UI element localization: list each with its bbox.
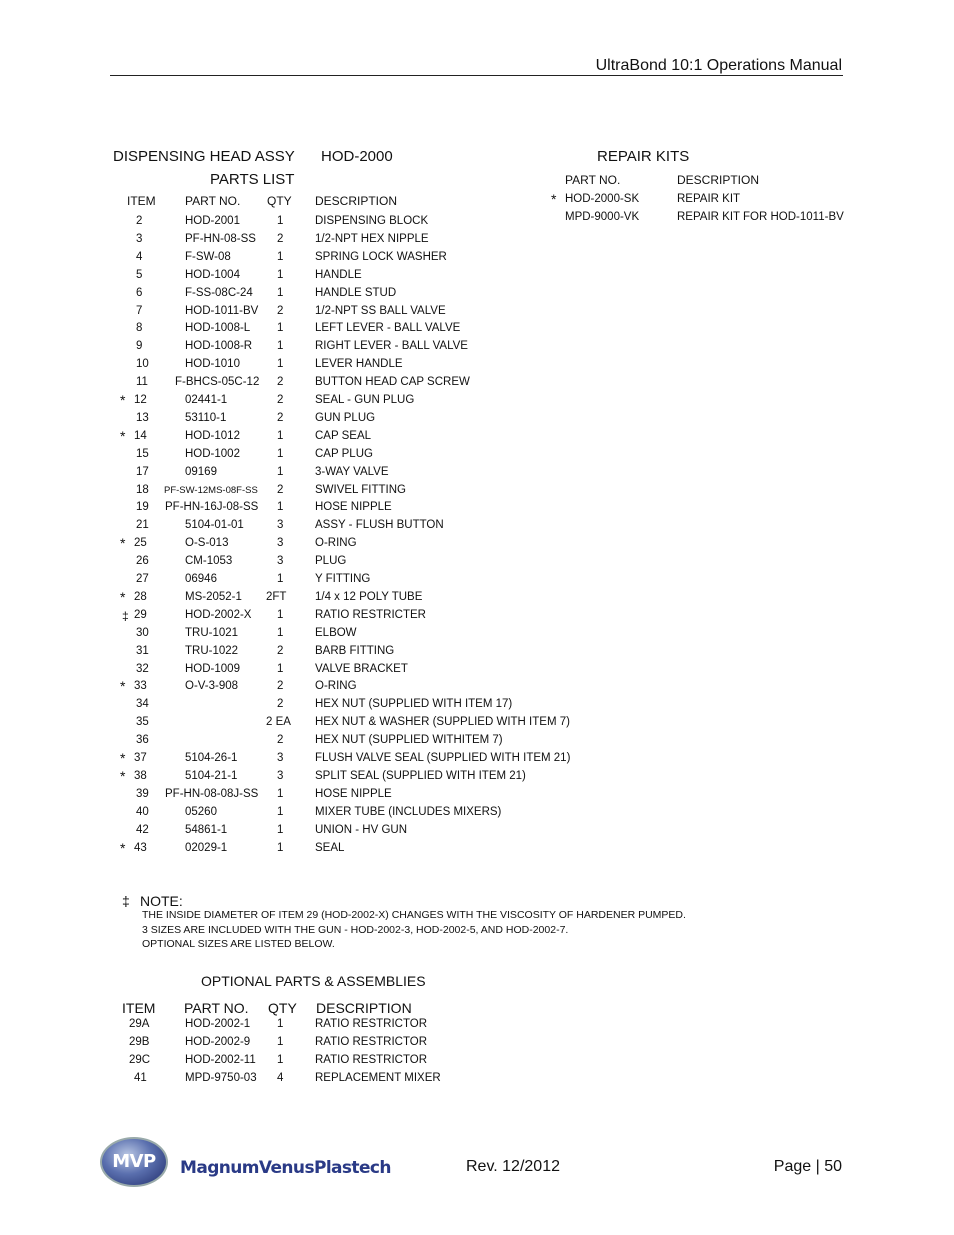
quantity: 2 <box>277 376 284 389</box>
optional-col-description: DESCRIPTION <box>316 1000 412 1016</box>
description: HEX NUT (SUPPLIED WITHITEM 7) <box>315 734 503 747</box>
optional-part-number: HOD-2002-9 <box>185 1036 251 1048</box>
part-number: MS-2052-1 <box>185 590 242 603</box>
quantity: 2 <box>277 304 284 317</box>
description: HANDLE STUD <box>315 286 397 299</box>
quantity: 1 <box>277 447 284 460</box>
part-number: CM-1053 <box>185 555 233 568</box>
description: HANDLE <box>315 268 362 281</box>
part-number: HOD-1011-BV <box>185 304 259 317</box>
quantity: 2 <box>277 680 284 693</box>
item-number: 15 <box>136 447 149 460</box>
part-number: HOD-1008-L <box>185 322 251 335</box>
note-title: NOTE: <box>140 893 183 909</box>
quantity: 1 <box>277 268 284 281</box>
description: SPLIT SEAL (SUPPLIED WITH ITEM 21) <box>315 769 526 782</box>
part-number: F-SS-08C-24 <box>185 286 253 299</box>
part-number: 09169 <box>185 465 217 478</box>
item-number: 40 <box>136 805 149 818</box>
description: HEX NUT & WASHER (SUPPLIED WITH ITEM 7) <box>315 716 570 729</box>
parts-list-subtitle: PARTS LIST <box>210 171 295 188</box>
item-number: 25 <box>134 537 147 550</box>
optional-col-part-no: PART NO. <box>184 1000 249 1016</box>
quantity: 2 <box>277 734 284 747</box>
optional-quantity: 1 <box>277 1036 284 1048</box>
quantity: 1 <box>277 340 284 353</box>
note-body <box>142 908 686 952</box>
description: O-RING <box>315 537 357 550</box>
part-number: PF-HN-16J-08-SS <box>165 501 259 514</box>
part-number: HOD-1002 <box>185 447 240 460</box>
optional-item-number: 29A <box>129 1018 150 1030</box>
optional-part-number: HOD-2002-11 <box>185 1054 256 1066</box>
part-number: HOD-2001 <box>185 215 240 227</box>
quantity: 2 <box>277 232 284 245</box>
logo-mark: MVP <box>112 1151 156 1172</box>
description: CAP PLUG <box>315 447 373 460</box>
col-header-item: ITEM <box>127 194 156 208</box>
description: HEX NUT (SUPPLIED WITH ITEM 17) <box>315 698 513 711</box>
part-number: HOD-1008-R <box>185 340 253 353</box>
part-number: 5104-21-1 <box>185 769 238 782</box>
item-number: 6 <box>136 286 143 299</box>
part-number: O-V-3-908 <box>185 680 239 693</box>
description: SWIVEL FITTING <box>315 483 406 496</box>
description: 1/2-NPT HEX NIPPLE <box>315 232 429 245</box>
note-line: THE INSIDE DIAMETER OF ITEM 29 (HOD-2002-X) CHANGES WITH THE VISCOSITY OF HARDENER PUMPED. <box>142 909 686 921</box>
item-number: 34 <box>136 698 149 711</box>
item-number: 7 <box>136 304 143 317</box>
repair-kits-title: REPAIR KITS <box>597 148 690 165</box>
repair-col-description: DESCRIPTION <box>677 173 760 187</box>
item-number: 9 <box>136 340 143 353</box>
description: ELBOW <box>315 626 357 639</box>
item-number: 42 <box>136 823 149 836</box>
description: DISPENSING BLOCK <box>315 215 429 227</box>
item-marker: * <box>120 767 126 784</box>
item-number: 19 <box>136 501 149 514</box>
optional-description: RATIO RESTRICTOR <box>315 1054 428 1066</box>
part-number: PF-HN-08-08J-SS <box>165 787 259 800</box>
quantity: 1 <box>277 662 284 675</box>
part-number: 54861-1 <box>185 823 228 836</box>
item-number: 33 <box>134 680 147 693</box>
item-number: 39 <box>136 787 149 800</box>
item-marker: * <box>120 750 126 766</box>
quantity: 1 <box>277 322 284 335</box>
repair-part-number: MPD-9000-VK <box>565 211 640 223</box>
quantity: 3 <box>277 752 284 764</box>
repair-part-number: HOD-2000-SK <box>565 193 640 205</box>
part-number: HOD-1004 <box>185 268 240 281</box>
item-marker: * <box>120 535 126 552</box>
description: CAP SEAL <box>315 429 372 442</box>
part-number: 06946 <box>185 573 217 585</box>
item-number: 10 <box>136 358 149 371</box>
description: 1/4 x 12 POLY TUBE <box>315 590 423 603</box>
quantity: 1 <box>277 358 284 371</box>
repair-description: REPAIR KIT FOR HOD-1011-BV <box>677 211 844 223</box>
col-header-description: DESCRIPTION <box>315 194 398 208</box>
description: O-RING <box>315 680 357 693</box>
item-number: 27 <box>136 573 149 585</box>
item-number: 3 <box>136 232 143 245</box>
item-marker: * <box>120 678 126 695</box>
item-number: 31 <box>136 644 149 657</box>
item-number: 8 <box>136 322 143 335</box>
item-number: 18 <box>136 483 149 496</box>
description: SEAL - GUN PLUG <box>315 394 415 406</box>
optional-description: RATIO RESTRICTOR <box>315 1036 428 1048</box>
part-number: TRU-1021 <box>185 626 239 639</box>
quantity: 1 <box>277 823 284 836</box>
part-number: HOD-1009 <box>185 662 240 675</box>
part-number: HOD-1010 <box>185 358 240 371</box>
quantity: 1 <box>277 626 284 639</box>
item-marker: * <box>551 191 557 207</box>
item-number: 2 <box>136 215 143 227</box>
optional-parts-title: OPTIONAL PARTS & ASSEMBLIES <box>201 973 426 989</box>
part-number: TRU-1022 <box>185 644 239 657</box>
description: HOSE NIPPLE <box>315 501 392 514</box>
revision-date: Rev. 12/2012 <box>466 1158 560 1175</box>
optional-quantity: 1 <box>277 1018 284 1030</box>
item-number: 5 <box>136 268 143 281</box>
description: ASSY - FLUSH BUTTON <box>315 519 444 532</box>
quantity: 2 <box>277 644 284 657</box>
part-number: 05260 <box>185 805 217 818</box>
quantity: 1 <box>277 841 284 854</box>
repair-col-part-no: PART NO. <box>565 173 621 187</box>
part-number: O-S-013 <box>185 537 229 550</box>
optional-quantity: 1 <box>277 1054 284 1066</box>
description: PLUG <box>315 555 347 568</box>
item-number: 14 <box>134 429 147 442</box>
quantity: 3 <box>277 537 284 550</box>
item-marker: ‡ <box>122 608 129 623</box>
quantity: 2 <box>277 483 284 496</box>
quantity: 1 <box>277 215 284 227</box>
page-number: Page | 50 <box>773 1158 842 1175</box>
header-rule <box>110 75 843 76</box>
description: UNION - HV GUN <box>315 823 407 836</box>
item-number: 17 <box>136 465 149 478</box>
quantity: 1 <box>277 573 284 585</box>
item-marker: * <box>120 839 126 856</box>
quantity: 1 <box>277 429 284 442</box>
description: RIGHT LEVER - BALL VALVE <box>315 340 468 353</box>
description: BARB FITTING <box>315 644 395 657</box>
item-number: 26 <box>136 555 149 568</box>
quantity: 1 <box>277 787 284 800</box>
item-marker: * <box>120 588 126 605</box>
item-number: 4 <box>136 250 143 263</box>
quantity: 1 <box>277 250 284 263</box>
part-number: 02441-1 <box>185 394 228 406</box>
item-number: 35 <box>136 716 149 729</box>
optional-part-number: HOD-2002-1 <box>185 1018 251 1030</box>
repair-description: REPAIR KIT <box>677 193 741 205</box>
note-line: OPTIONAL SIZES ARE LISTED BELOW. <box>142 938 335 950</box>
optional-item-number: 29C <box>129 1054 151 1066</box>
part-number: PF-HN-08-SS <box>185 232 256 245</box>
note-symbol: ‡ <box>122 893 130 909</box>
quantity: 1 <box>277 805 284 818</box>
assembly-model: HOD-2000 <box>321 148 393 165</box>
part-number: 02029-1 <box>185 841 228 854</box>
optional-description: REPLACEMENT MIXER <box>315 1072 441 1084</box>
quantity: 2 <box>277 411 284 424</box>
company-name: MagnumVenusPlastech <box>180 1158 391 1178</box>
item-number: 13 <box>136 411 149 424</box>
note-line: 3 SIZES ARE INCLUDED WITH THE GUN - HOD-2002-3, HOD-2002-5, AND HOD-2002-7. <box>142 923 569 936</box>
part-number: HOD-1012 <box>185 429 240 442</box>
item-number: 11 <box>136 376 148 389</box>
item-number: 29 <box>134 608 147 621</box>
quantity: 1 <box>277 608 284 621</box>
quantity: 2 EA <box>266 716 291 729</box>
quantity: 1 <box>277 501 284 514</box>
part-number: 5104-26-1 <box>185 752 238 764</box>
optional-item-number: 29B <box>129 1036 150 1048</box>
description: GUN PLUG <box>315 411 376 424</box>
quantity: 3 <box>277 555 284 568</box>
item-number: 37 <box>134 752 147 764</box>
description: LEVER HANDLE <box>315 358 403 371</box>
item-number: 21 <box>136 519 149 532</box>
optional-col-item: ITEM <box>122 1000 156 1016</box>
description: BUTTON HEAD CAP SCREW <box>315 376 470 389</box>
description: VALVE BRACKET <box>315 662 408 675</box>
quantity: 2 <box>277 394 284 406</box>
description: 1/2-NPT SS BALL VALVE <box>315 304 446 317</box>
col-header-qty: QTY <box>267 194 292 208</box>
description: FLUSH VALVE SEAL (SUPPLIED WITH ITEM 21) <box>315 752 571 764</box>
item-number: 32 <box>136 662 149 675</box>
parts-list-title: DISPENSING HEAD ASSY <box>113 148 295 165</box>
item-number: 30 <box>136 626 149 639</box>
part-number: PF-SW-12MS-08F-SS <box>164 485 258 496</box>
optional-col-qty: QTY <box>268 1000 297 1016</box>
part-number: F-BHCS-05C-12 <box>175 376 260 389</box>
description: HOSE NIPPLE <box>315 787 392 800</box>
item-number: 38 <box>134 769 147 782</box>
part-number: F-SW-08 <box>185 250 231 263</box>
item-number: 36 <box>136 734 149 747</box>
description: Y FITTING <box>315 573 371 585</box>
col-header-part-no: PART NO. <box>185 194 241 208</box>
item-number: 12 <box>134 394 147 406</box>
part-number: 5104-01-01 <box>185 519 244 532</box>
item-marker: * <box>120 392 126 408</box>
part-number: HOD-2002-X <box>185 608 252 621</box>
item-marker: * <box>120 427 126 444</box>
item-number: 28 <box>134 590 147 603</box>
description: LEFT LEVER - BALL VALVE <box>315 322 461 335</box>
quantity: 3 <box>277 519 284 532</box>
description: SEAL <box>315 841 345 854</box>
quantity: 1 <box>277 286 284 299</box>
part-number: 53110-1 <box>185 411 227 424</box>
quantity: 2 <box>277 698 284 711</box>
document-title: UltraBond 10:1 Operations Manual <box>595 57 842 74</box>
description: SPRING LOCK WASHER <box>315 250 447 263</box>
quantity: 2FT <box>266 590 287 603</box>
optional-description: RATIO RESTRICTOR <box>315 1018 428 1030</box>
item-number: 43 <box>134 841 147 854</box>
quantity: 3 <box>277 769 284 782</box>
optional-part-number: MPD-9750-03 <box>185 1072 257 1084</box>
optional-item-number: 41 <box>134 1072 147 1084</box>
description: 3-WAY VALVE <box>315 465 389 478</box>
quantity: 1 <box>277 465 284 478</box>
optional-quantity: 4 <box>277 1072 284 1084</box>
description: RATIO RESTRICTER <box>315 608 426 621</box>
description: MIXER TUBE (INCLUDES MIXERS) <box>315 805 502 818</box>
